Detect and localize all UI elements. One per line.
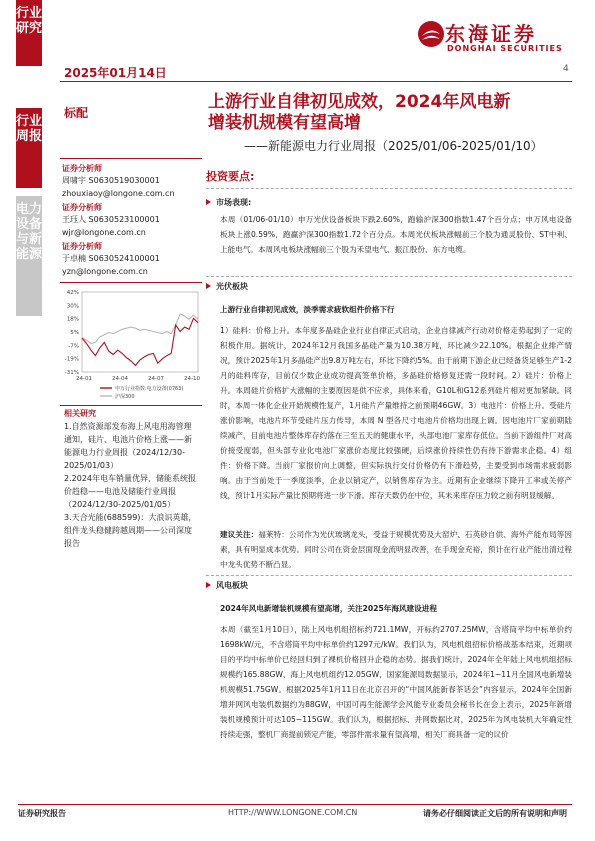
- series-line: [82, 318, 198, 365]
- y-tick-label: -31%: [64, 370, 79, 376]
- y-tick-label: -19%: [64, 356, 79, 363]
- side-tab-sector: 电力设备与新能源: [16, 196, 42, 316]
- side-tab-industry-research: 行业研究: [16, 0, 42, 66]
- chart-divider: [60, 282, 202, 283]
- pv-text: 1）硅料：价格上升。本年度多晶硅企业行业自律正式启动，企业自律减产行动对价格走势起到了一定的积极作用。据统计，2024年12月我国多晶硅产量为10.38万吨，环比减少22.10%。根据企业排产情况，预计2025年1月多晶硅产出9.8万吨左右，环比下降约5%。由于前期下游企业已经备货足够生产1-2月的硅料库存，目前仅少数企业成功提高签单价格，多晶硅价格修复还需一段时间。2）硅片：价格上升。本周硅片价格扩大涨幅的主要原因是供不应求，具体来看，G10L和G12系列硅片相对更加紧缺。同时，本周一体化企业开始规模性复产，1月硅片产量维持之前预期46GW。3）电池片：价格上升。受硅片涨价影响，电池片环节受硅片压力传导，本周 N 型各尺寸电池片价格均出现上调。因电池片厂家前期陆续减产，目前电池片整体库存约落在三至五天的健康水平，头部电池厂家库存低位。当前下游组件厂对高价接受度弱，但头部专业化电池厂家涨价态度比较强硬，后续涨价持续性仍有待下游需求企稳。4）组件：价格下降。当前厂家报价向上调整，但实际执行交付价格仍有下滑趋势，主要受到市场需求疲弱影响。由于当前处于一季度淡季，企业以销定产，以销售库存为主。近期有企业继续下降开工率或关停产线，预计1月实际产量比预期将进一步下滑。库存天数仍在中位，其未来库存压力较之前有明显缓解。: [220, 326, 572, 500]
- analyst-1: [62, 163, 202, 200]
- company-logo: [417, 16, 567, 58]
- y-tick-label: 42%: [66, 290, 79, 296]
- y-tick-label: 18%: [66, 316, 79, 323]
- wind-text: 本周（截至1月10日），陆上风电机组招标约721.1MW，开标约2707.25MW，含塔筒平均中标单价约1698kW/元，不含塔筒平均中标单价约1297元/kW。我们认为，风电机组招标价格战基本结束，近期项目的平均中标单价已经回归到了裸机价格回升企稳的态势。据我们统计，2024年全年陆上风电机组招标规模约165.88GW、海上风电机组约12.05GW，国家能源局数据显示，2024年1~11月全国风电新增装机规模51.75GW。根据2025年1月11日在北京召开的“中国风能新春茶话会”内容显示，2024年全国新增并网风电装机数据约为88GW，中国可再生能源学会风能专业委员会秘书长在会上表示，2025年新增装机规模预计可达105~115GW。我们认为，根据招标、并网数据比对，2025年为风电装机大年确定性持续走强，整机厂商提前锁定产能，零部件需求量有望高增，相关厂商具备一定的议价: [220, 625, 572, 739]
- summary-heading: 投资要点:: [206, 170, 255, 183]
- footer-url[interactable]: HTTP://WWW.LONGONE.COM.CN: [228, 808, 358, 817]
- rating-label: 标配: [64, 106, 89, 120]
- title-line-2: 增装机规模有望高增: [208, 113, 361, 133]
- x-tick-label: 24-10: [184, 376, 200, 382]
- advice-label: 建议关注：: [220, 530, 259, 539]
- analyst-email[interactable]: yzn@longone.com.cn: [62, 267, 148, 276]
- analyst-name: 王珏人 S0630523100001: [62, 215, 160, 224]
- related-heading: 相关研究: [64, 409, 96, 418]
- analyst-email[interactable]: wjr@longone.com.cn: [62, 228, 146, 237]
- section-divider: [206, 276, 572, 277]
- analyst-name: 于卓楠 S0630524100001: [62, 254, 160, 263]
- report-subtitle: ——新能源电力行业周报（2025/01/06-2025/01/10）: [244, 139, 543, 153]
- x-tick-label: 24-07: [148, 376, 164, 382]
- analyst-list: [62, 163, 202, 278]
- pv-label: [206, 281, 248, 292]
- footer-divider: [18, 804, 572, 805]
- title-line-1: 上游行业自律初见成效，2024年风电新: [208, 92, 511, 112]
- analyst-email[interactable]: zhouxiaoy@longone.com.cn: [62, 189, 175, 198]
- y-tick-label: 5%: [70, 330, 79, 336]
- market-label: [206, 197, 251, 208]
- logo-en: DONGHAI SECURITIES: [447, 44, 563, 53]
- pv-headline: 上游行业自律初见成效，淡季需求疲软组件价格下行: [220, 305, 395, 314]
- pv-label-text: 光伏板块: [216, 282, 248, 291]
- performance-chart: [60, 286, 202, 402]
- related-divider: [60, 405, 202, 406]
- header-divider: [60, 81, 572, 82]
- market-text: 本周（01/06-01/10）申万光伏设备板块下跌2.60%，跑输沪深300指数1.47个百分点；申万风电设备板块上涨0.59%，跑赢沪深300指数1.72个百分点。本周光伏板块涨幅前三个股为通灵股份、ST中利、上能电气。本周风电板块涨幅前三个股为禾望电气、振江股份、东方电缆。: [220, 215, 572, 254]
- wind-headline: 2024年风电新增装机规模有望高增，关注2025年海风建设进程: [220, 604, 437, 613]
- analyst-role: 证券分析师: [62, 242, 102, 251]
- report-date: 2025年01月14日: [64, 66, 167, 80]
- related-item[interactable]: 3.天合光能(688599)：大浪识英雄，组件龙头稳健跨越周期——公司深度报告: [64, 513, 197, 548]
- report-title: [208, 92, 568, 134]
- bullet-arrow-icon: [206, 199, 211, 205]
- page-number: 4: [563, 64, 569, 74]
- analyst-divider: [60, 158, 202, 159]
- bullet-arrow-icon: [206, 582, 211, 588]
- legend-label: 沪深300: [115, 394, 135, 400]
- footer-disclaimer: 请务必仔细阅读正文后的所有说明和声明: [423, 809, 567, 818]
- y-tick-label: -7%: [68, 343, 79, 350]
- y-tick-label: 30%: [66, 303, 79, 310]
- advice-text: 福莱特：公司作为光伏玻璃龙头，受益于规模优势及大窑炉、石英砂自供、海外产能布局等因素，具有明显成本优势。同时公司在资金层面现金流明显改善，在手现金充裕，预计在行业产能出清过程中龙头优势不断凸显。: [220, 530, 573, 569]
- related-item[interactable]: 2.2024年电车销量优异，储能系统报价趋稳——电池及储能行业周报（2024/12/30-2025/01/05）: [64, 474, 196, 509]
- analyst-2: [62, 202, 202, 239]
- x-tick-label: 24-01: [76, 376, 92, 382]
- market-label-text: 市场表现:: [216, 198, 252, 207]
- logo-mark-icon: [417, 20, 445, 48]
- footer-left: 证券研究报告: [18, 809, 66, 818]
- analyst-name: 周啸宇 S0630519030001: [62, 176, 160, 185]
- analyst-role: 证券分析师: [62, 203, 102, 212]
- wind-label: [206, 580, 248, 591]
- pv-advice: [220, 527, 572, 572]
- section-divider: [206, 575, 572, 576]
- bullet-arrow-icon: [206, 283, 211, 289]
- related-list: [64, 420, 199, 550]
- analyst-role: 证券分析师: [62, 164, 102, 173]
- side-tab-weekly: 行业周报: [16, 108, 42, 188]
- x-tick-label: 24-04: [112, 376, 128, 382]
- analyst-3: [62, 241, 202, 278]
- legend-label: 申万行业指数:电力设备(0763): [115, 386, 184, 392]
- related-item[interactable]: 1.自然资源部发布海上风电用海管理通知，硅片、电池片价格上涨——新能源电力行业周报（2024/12/30-2025/01/03）: [64, 422, 192, 470]
- logo-cn: 东海证券: [445, 22, 537, 46]
- series-line: [82, 314, 198, 344]
- section-divider: [206, 188, 572, 189]
- wind-label-text: 风电板块: [216, 581, 248, 590]
